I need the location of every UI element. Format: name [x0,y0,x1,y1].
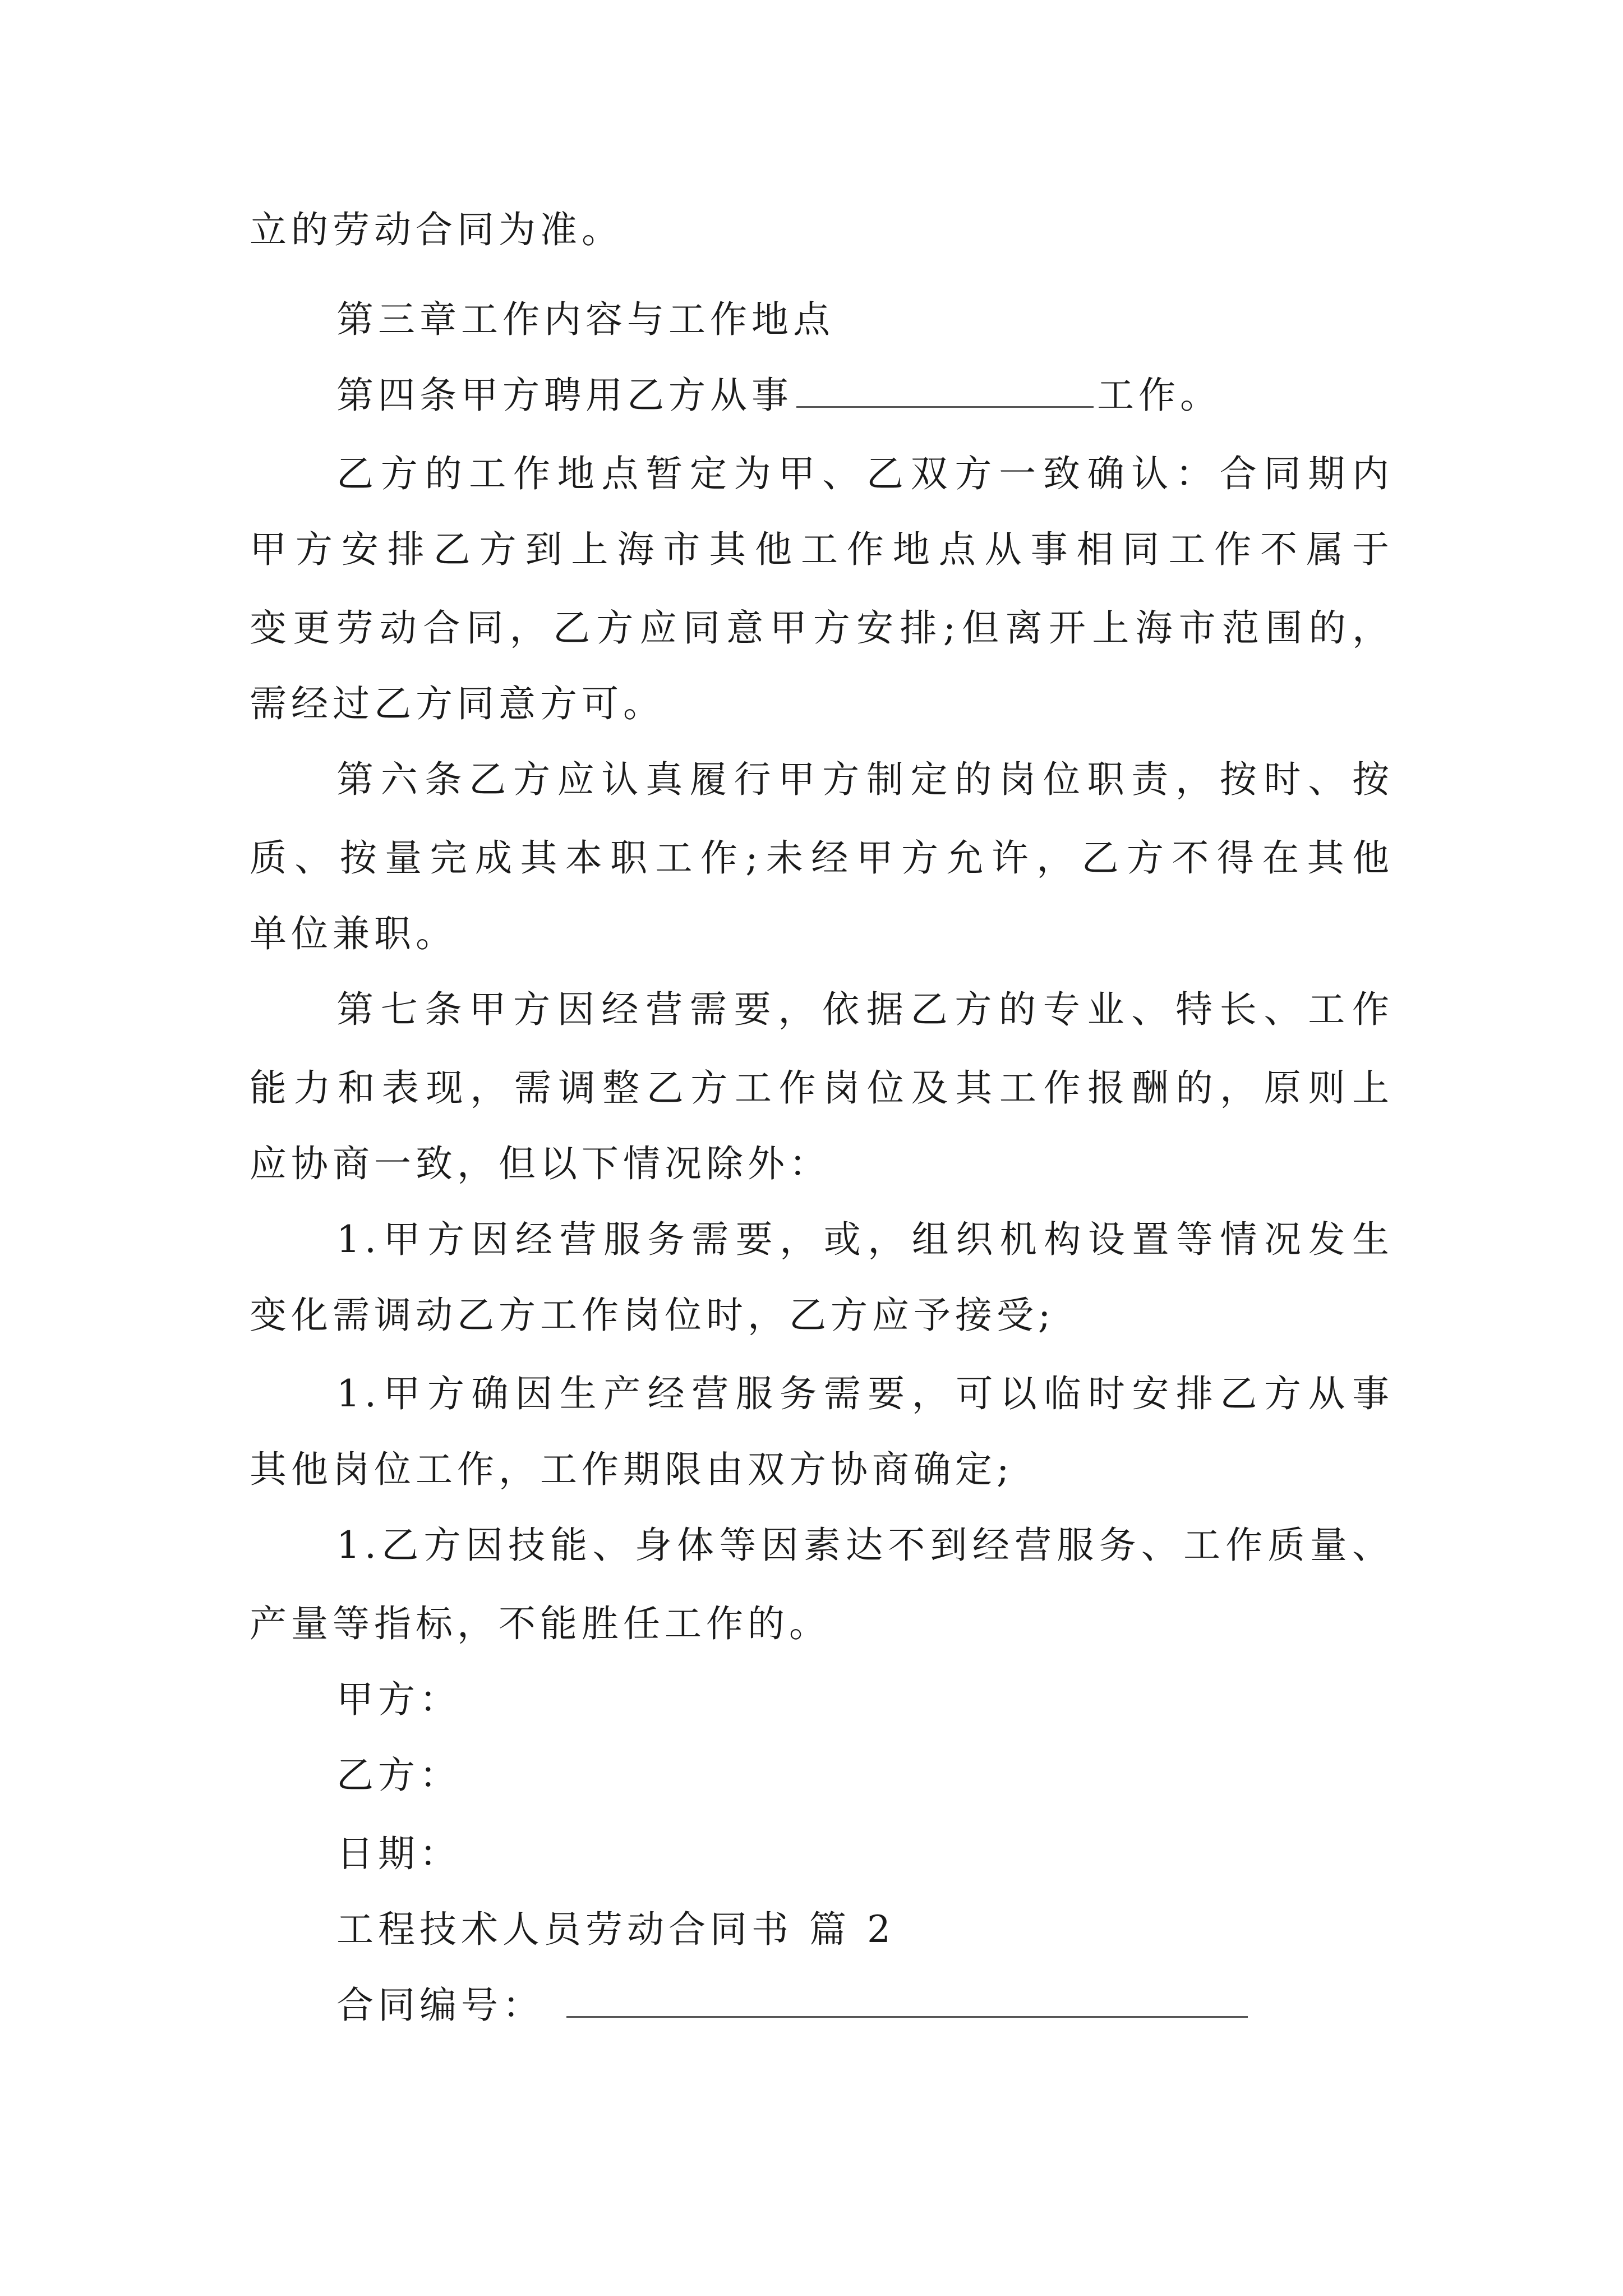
chapter-heading: 第三章工作内容与工作地点 [336,298,834,341]
party-a-label: 甲方： [336,1678,461,1721]
text-line: 甲方安排乙方到上海市其他工作地点从事相同工作不属于 [250,528,1394,571]
list-item-line: 1.甲方确因生产经营服务需要，可以临时安排乙方从事 [336,1372,1394,1415]
contract-number-label: 合同编号： [336,1984,544,2027]
text-line: 单位兼职。 [250,912,457,955]
party-b-label: 乙方： [336,1754,461,1797]
article-4-line [336,370,1394,421]
contract-number-line [336,1980,1394,2031]
text-line: 需经过乙方同意方可。 [250,682,665,725]
job-blank-field[interactable] [796,371,1094,408]
text-line: 乙方的工作地点暂定为甲、乙双方一致确认：合同期内 [336,452,1394,495]
text-line: 第六条乙方应认真履行甲方制定的岗位职责，按时、按 [336,758,1394,801]
contract-number-blank-field[interactable] [566,1981,1248,2018]
section-title: 工程技术人员劳动合同书 篇 2 [336,1908,895,1951]
date-label: 日期： [336,1832,461,1875]
article-4-suffix: 工作。 [1097,374,1221,417]
text-line: 立的劳动合同为准。 [250,208,623,251]
article-4-prefix: 第四条甲方聘用乙方从事 [336,374,793,417]
text-line: 能力和表现，需调整乙方工作岗位及其工作报酬的，原则上 [250,1066,1394,1110]
list-item-line: 1.甲方因经营服务需要，或，组织机构设置等情况发生 [336,1218,1394,1261]
text-line: 应协商一致，但以下情况除外： [250,1142,831,1185]
text-line: 变更劳动合同，乙方应同意甲方安排;但离开上海市范围的， [250,606,1394,650]
text-line: 质、按量完成其本职工作;未经甲方允许，乙方不得在其他 [250,836,1394,880]
text-line: 第七条甲方因经营需要，依据乙方的专业、特长、工作 [336,988,1394,1031]
list-item-line: 变化需调动乙方工作岗位时，乙方应予接受; [250,1294,1055,1337]
list-item-line: 1.乙方因技能、身体等因素达不到经营服务、工作质量、 [336,1524,1394,1567]
list-item-line: 其他岗位工作，工作期限由双方协商确定; [250,1448,1014,1491]
list-item-line: 产量等指标，不能胜任工作的。 [250,1602,831,1645]
